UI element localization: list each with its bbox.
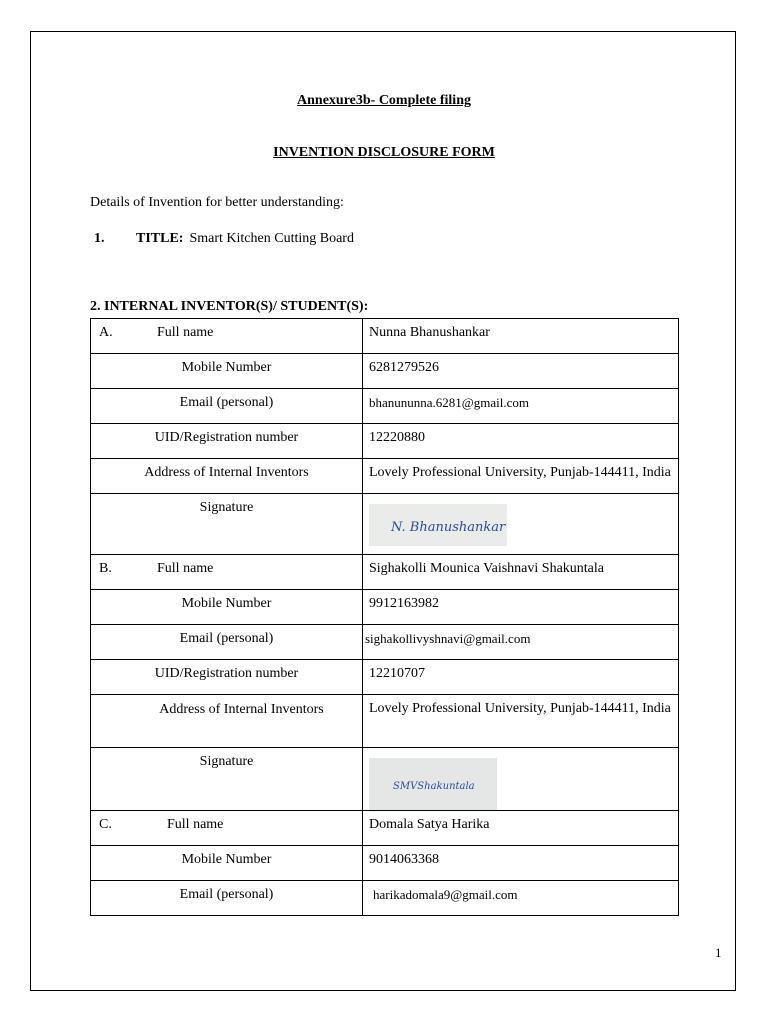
inventor-b-name-label-cell xyxy=(91,555,363,590)
table-row xyxy=(91,424,679,459)
table-row xyxy=(91,389,679,424)
full-name-label: Full name xyxy=(157,561,214,576)
inventor-b-address: Lovely Professional University, Punjab-144411, India xyxy=(363,695,679,748)
inventor-a-full-name: Nunna Bhanushankar xyxy=(363,319,679,354)
uid-label: UID/Registration number xyxy=(91,660,363,695)
intro-text: Details of Invention for better understanding: xyxy=(90,195,344,210)
uid-label: UID/Registration number xyxy=(91,424,363,459)
address-label: Address of Internal Inventors xyxy=(91,695,363,748)
full-name-label: Full name xyxy=(157,325,214,340)
inventor-b-signature-cell xyxy=(363,748,679,811)
table-row xyxy=(91,881,679,916)
inventor-a-signature-image xyxy=(369,504,507,546)
table-row xyxy=(91,494,679,555)
address-label: Address of Internal Inventors xyxy=(91,459,363,494)
inventor-b-mobile: 9912163982 xyxy=(363,590,679,625)
inventors-heading: 2. INTERNAL INVENTOR(S)/ STUDENT(S): xyxy=(90,299,369,314)
inventor-a-letter: A. xyxy=(99,325,113,340)
email-label: Email (personal) xyxy=(91,881,363,916)
signature-label: Signature xyxy=(91,494,363,555)
table-row xyxy=(91,555,679,590)
signature-label: Signature xyxy=(91,748,363,811)
title-number: 1. xyxy=(94,231,105,246)
inventor-c-mobile: 9014063368 xyxy=(363,846,679,881)
inventor-a-email: bhanununna.6281@gmail.com xyxy=(363,389,679,424)
inventor-b-uid: 12210707 xyxy=(363,660,679,695)
table-row xyxy=(91,625,679,660)
table-row xyxy=(91,846,679,881)
inventor-b-signature-text: SMVShakuntala xyxy=(393,781,475,792)
mobile-label: Mobile Number xyxy=(91,590,363,625)
inventor-b-email: sighakollivyshnavi@gmail.com xyxy=(363,625,679,660)
inventor-c-email: harikadomala9@gmail.com xyxy=(363,881,679,916)
page-number: 1 xyxy=(715,945,722,960)
email-label: Email (personal) xyxy=(91,389,363,424)
inventors-table xyxy=(90,318,679,916)
table-row xyxy=(91,319,679,354)
title-label: TITLE: xyxy=(136,231,184,246)
table-row xyxy=(91,748,679,811)
table-row xyxy=(91,660,679,695)
title-line xyxy=(94,231,354,247)
inventor-a-signature-cell xyxy=(363,494,679,555)
title-value: Smart Kitchen Cutting Board xyxy=(189,231,354,246)
inventor-a-mobile: 6281279526 xyxy=(363,354,679,389)
inventor-c-name-label-cell xyxy=(91,811,363,846)
table-row xyxy=(91,695,679,748)
inventor-b-full-name: Sighakolli Mounica Vaishnavi Shakuntala xyxy=(363,555,679,590)
inventor-b-signature-image xyxy=(369,758,497,810)
inventor-b-letter: B. xyxy=(99,561,112,576)
email-label: Email (personal) xyxy=(91,625,363,660)
table-row xyxy=(91,811,679,846)
mobile-label: Mobile Number xyxy=(91,354,363,389)
table-row xyxy=(91,354,679,389)
annexure-heading: Annexure3b- Complete filing xyxy=(297,93,471,108)
mobile-label: Mobile Number xyxy=(91,846,363,881)
table-row xyxy=(91,590,679,625)
form-heading: INVENTION DISCLOSURE FORM xyxy=(273,145,495,160)
inventor-a-name-label-cell xyxy=(91,319,363,354)
inventor-c-letter: C. xyxy=(99,817,112,832)
inventor-c-full-name: Domala Satya Harika xyxy=(363,811,679,846)
table-row xyxy=(91,459,679,494)
inventor-a-uid: 12220880 xyxy=(363,424,679,459)
inventor-a-signature-text: N. Bhanushankar xyxy=(391,520,506,535)
full-name-label: Full name xyxy=(167,817,224,832)
inventor-a-address: Lovely Professional University, Punjab-144411, India xyxy=(363,459,679,494)
